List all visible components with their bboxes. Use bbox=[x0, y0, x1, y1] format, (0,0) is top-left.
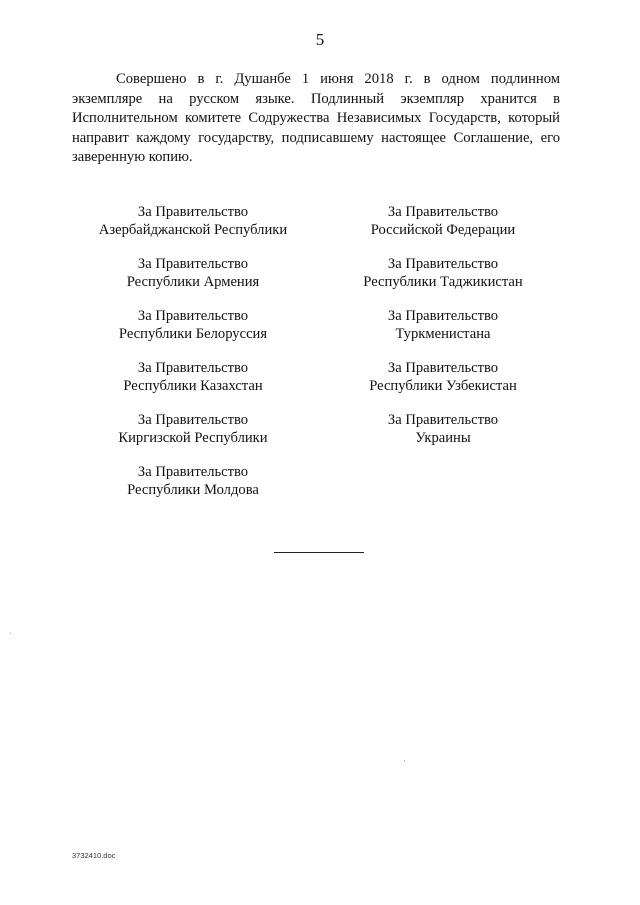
scan-speck bbox=[404, 760, 405, 761]
signature-block-azerbaijan bbox=[68, 203, 318, 255]
signature-block-russia bbox=[318, 203, 568, 255]
signature-block-kazakhstan bbox=[68, 359, 318, 411]
signature-block-ukraine bbox=[318, 411, 568, 463]
signature-party: Республики Молдова bbox=[127, 482, 259, 498]
signature-party: Туркменистана bbox=[395, 326, 491, 342]
signature-heading: За Правительство bbox=[137, 360, 249, 376]
signature-block-belarus bbox=[68, 307, 318, 359]
signature-party: Республики Узбекистан bbox=[369, 378, 517, 394]
scan-speck bbox=[10, 633, 11, 634]
signature-block-moldova bbox=[68, 463, 318, 515]
signature-heading: За Правительство bbox=[387, 308, 499, 324]
signature-party: Республики Армения bbox=[126, 274, 260, 290]
signature-heading: За Правительство bbox=[387, 256, 499, 272]
signature-heading: За Правительство bbox=[137, 204, 249, 220]
signature-heading: За Правительство bbox=[387, 204, 499, 220]
signature-heading: За Правительство bbox=[137, 308, 249, 324]
signature-heading: За Правительство bbox=[387, 412, 499, 428]
closing-paragraph: Совершено в г. Душанбе 1 июня 2018 г. в одном подлинном экземпляре на русском языке. Подлинный экземпляр хранится в Исполнительном комитете Содружества Независимых Государств, который направит каждому государству, подписавшему настоящее Соглашение, его заверенную копию. bbox=[72, 71, 560, 165]
page-number: 5 bbox=[315, 30, 325, 49]
signature-heading: За Правительство bbox=[137, 464, 249, 480]
signature-block-tajikistan bbox=[318, 255, 568, 307]
signature-party: Республики Казахстан bbox=[123, 378, 263, 394]
signature-party: Украины bbox=[415, 430, 471, 446]
signature-party: Российской Федерации bbox=[370, 222, 516, 238]
signature-block-armenia bbox=[68, 255, 318, 307]
signature-column-left bbox=[68, 203, 318, 515]
signature-heading: За Правительство bbox=[387, 360, 499, 376]
file-reference: 3732410.doc bbox=[72, 851, 116, 860]
signature-party: Киргизской Республики bbox=[118, 430, 268, 446]
signature-column-right bbox=[318, 203, 568, 463]
signature-block-turkmenistan bbox=[318, 307, 568, 359]
signature-heading: За Правительство bbox=[137, 412, 249, 428]
signature-party: Азербайджанской Республики bbox=[98, 222, 288, 238]
signature-block-kyrgyzstan bbox=[68, 411, 318, 463]
closing-divider bbox=[274, 552, 364, 553]
signature-block-uzbekistan bbox=[318, 359, 568, 411]
signature-party: Республики Белоруссия bbox=[118, 326, 268, 342]
signature-heading: За Правительство bbox=[137, 256, 249, 272]
signature-party: Республики Таджикистан bbox=[363, 274, 523, 290]
